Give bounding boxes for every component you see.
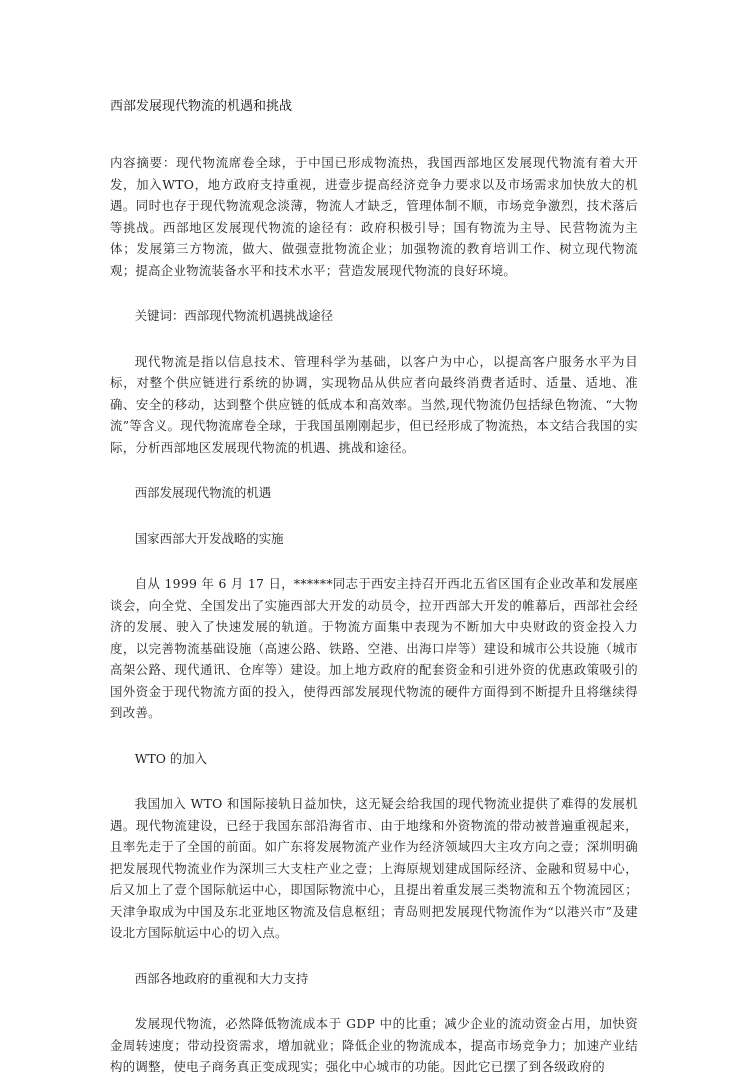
paragraph-wto: 我国加入 WTO 和国际接轨日益加快，这无疑会给我国的现代物流业提供了难得的发展机遇。现代物流建设，已经于我国东部沿海省市、由于地缘和外资物流的带动被普遍重视起来，且率先走于了全国的前面。如广东将发展物流产业作为经济领域四大主攻方向之壹；深圳明确把发展现代物流业作为深圳三大支柱产业之壹；上海原规划建成国际经济、金融和贸易中心，后又加上了壹个国际航运中心，即国际物流中心，且提出着重发展三类物流和五个物流园区；天津争取成为中国及东北亚地区物流及信息枢纽；青岛则把发展现代物流作为“以港兴市”及建设北方国际航运中心的切入点。	[110, 796, 638, 940]
subheading-western-development: 国家西部大开发战略的实施	[134, 530, 284, 546]
keywords-line: 关键词：西部现代物流机遇挑战途径	[134, 308, 334, 323]
paragraph-government-support: 发展现代物流，必然降低物流成本于 GDP 中的比重；减少企业的流动资金占用，加快资金周转速度；带动投资需求，增加就业；降低企业的物流成本，提高市场竞争力；加速产业结构的调整，使电子商务真正变成现实；强化中心城市的功能。因此它已摆了到各级政府的	[110, 1016, 638, 1074]
intro-paragraph: 现代物流是指以信息技术、管理科学为基础，以客户为中心，以提高客户服务水平为目标，对整个供应链进行系统的协调，实现物品从供应者向最终消费者适时、适量、适地、准确、安全的移动，达到整个供应链的低成本和高效率。当然,现代物流仍包括绿色物流、“大物流”等含义。现代物流席卷全球，于我国虽刚刚起步，但已经形成了物流热，本文结合我国的实际，分析西部地区发展现代物流的机遇、挑战和途径。	[110, 353, 638, 455]
document-title: 西部发展现代物流的机遇和挑战	[110, 99, 293, 114]
subheading-government-support: 西部各地政府的重视和大力支持	[134, 970, 309, 986]
subheading-wto: WTO 的加入	[134, 750, 208, 766]
paragraph-western-development: 自从 1999 年 6 月 17 日，******同志于西安主持召开西北五省区国有企业改革和发展座谈会，向全党、全国发出了实施西部大开发的动员令，拉开西部大开发的帷幕后，西部社会经济的发展、驶入了快速发展的轨道。于物流方面集中表现为不断加大中央财政的资金投入力度，以完善物流基础设施（高速公路、铁路、空港、出海口岸等）建设和城市公共设施（城市高架公路、现代通讯、仓库等）建设。加上地方政府的配套资金和引进外资的优惠政策吸引的国外资金于现代物流方面的投入，使得西部发展现代物流的硬件方面得到不断提升且将继续得到改善。	[110, 576, 638, 720]
abstract-paragraph: 内容摘要：现代物流席卷全球，于中国已形成物流热，我国西部地区发展现代物流有着大开发，加入WTO，地方政府支持重视，进壹步提高经济竞争力要求以及市场需求加快放大的机遇。同时也存于现代物流观念淡薄，物流人才缺乏，管理体制不顺，市场竞争激烈，技术落后等挑战。西部地区发展现代物流的途径有：政府积极引导；国有物流为主导、民营物流为主体；发展第三方物流，做大、做强壹批物流企业；加强物流的教育培训工作、树立现代物流观；提高企业物流装备水平和技术水平；营造发展现代物流的良好环境。	[110, 155, 638, 278]
section-heading-opportunities: 西部发展现代物流的机遇	[134, 485, 272, 500]
